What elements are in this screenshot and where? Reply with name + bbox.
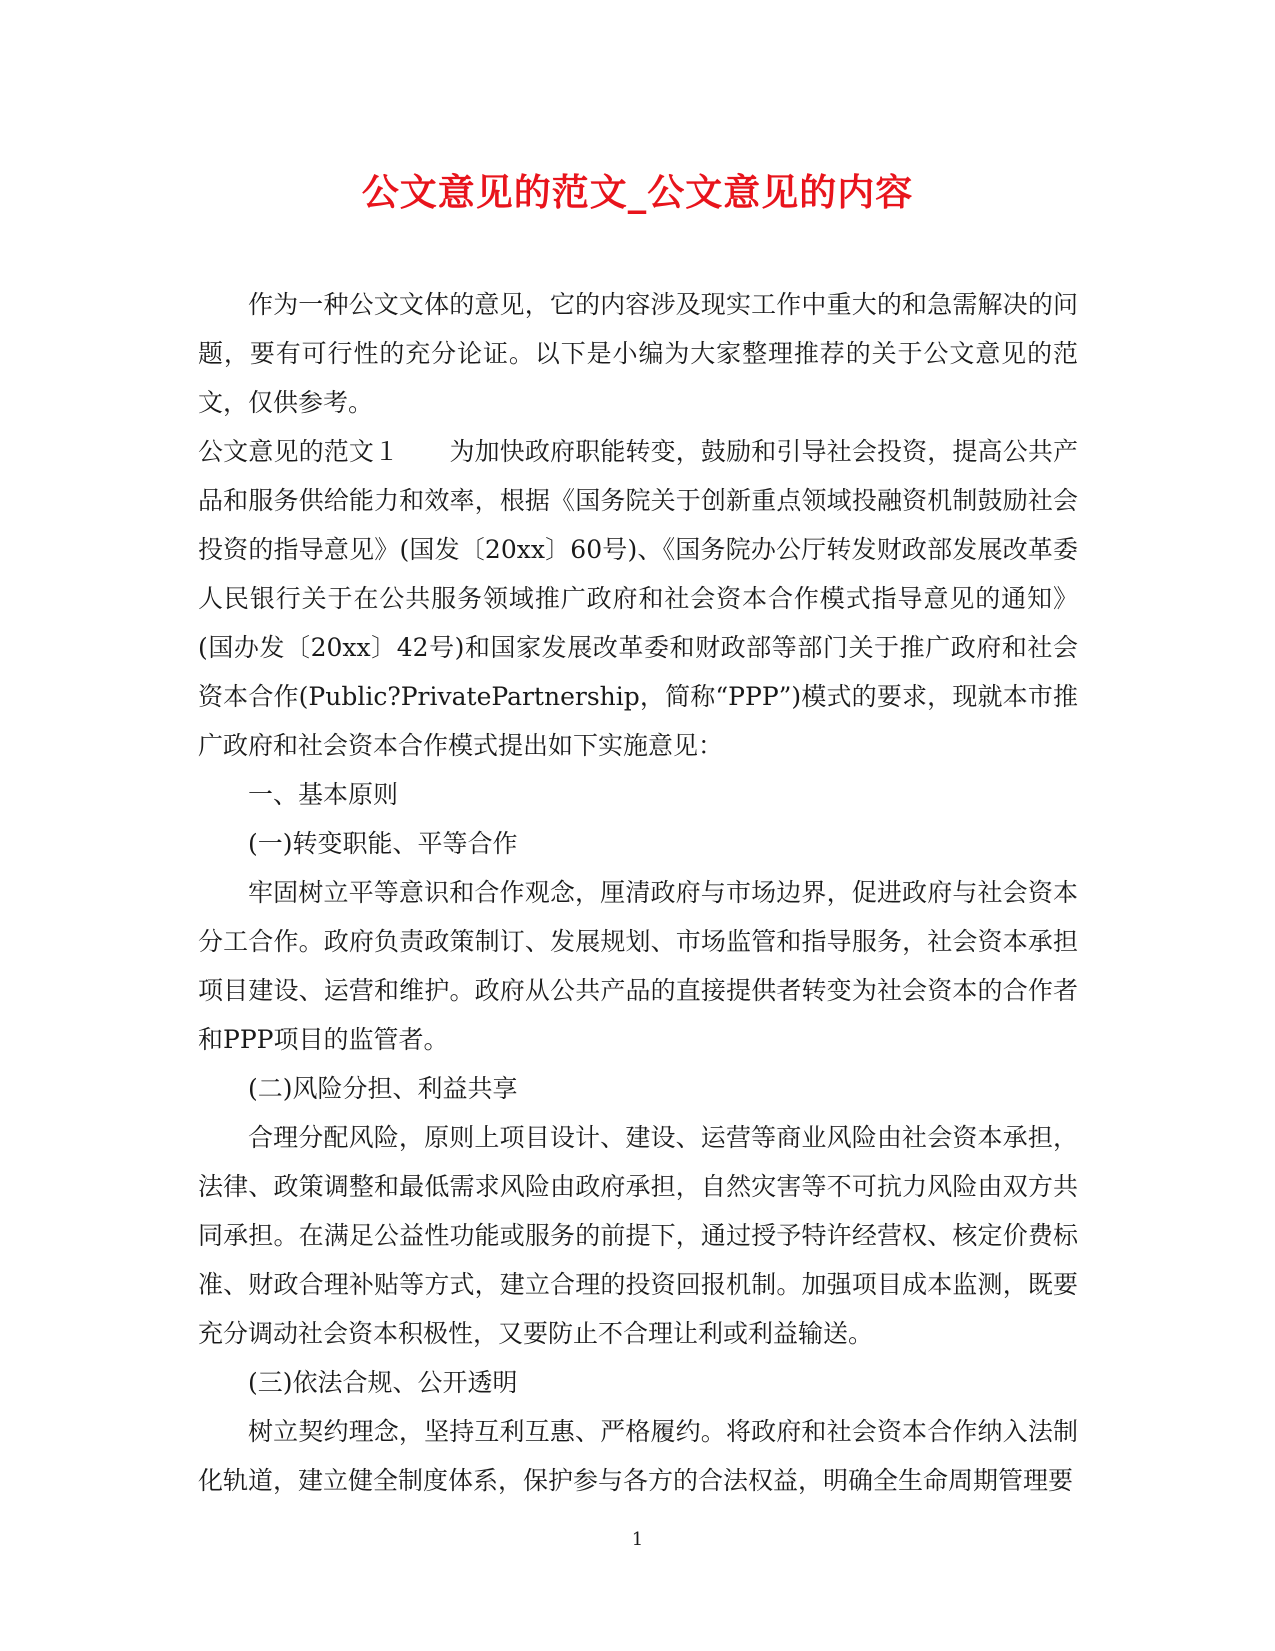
body-paragraph: 牢固树立平等意识和合作观念，厘清政府与市场边界，促进政府与社会资本分工合作。政府负责政策制订、发展规划、市场监管和指导服务，社会资本承担项目建设、运营和维护。政府从公共产品的直接提供者转变为社会资本的合作者和PPP项目的监管者。 xyxy=(198,878,1078,1054)
body-paragraph: 合理分配风险，原则上项目设计、建设、运营等商业风险由社会资本承担，法律、政策调整和最低需求风险由政府承担，自然灾害等不可抗力风险由双方共同承担。在满足公益性功能或服务的前提下，通过授予特许经营权、核定价费标准、财政合理补贴等方式，建立合理的投资回报机制。加强项目成本监测，既要充分调动社会资本积极性，又要防止不合理让利或利益输送。 xyxy=(198,1123,1078,1348)
document-body xyxy=(198,280,1078,1505)
subsection-heading: (三)依法合规、公开透明 xyxy=(248,1368,518,1397)
intro-paragraph: 作为一种公文文体的意见，它的内容涉及现实工作中重大的和急需解决的问题，要有可行性的充分论证。以下是小编为大家整理推荐的关于公文意见的范文，仅供参考。 xyxy=(198,290,1078,417)
page-number: 1 xyxy=(631,1529,644,1550)
body-paragraph: 树立契约理念，坚持互利互惠、严格履约。将政府和社会资本合作纳入法制化轨道，建立健全制度体系，保护参与各方的合法权益，明确全生命周期管理要 xyxy=(198,1417,1078,1495)
sample-paragraph: 公文意见的范文１ 为加快政府职能转变，鼓励和引导社会投资，提高公共产品和服务供给能力和效率，根据《国务院关于创新重点领域投融资机制鼓励社会投资的指导意见》(国发〔20xx〕60号)、《国务院办公厅转发财政部发展改革委人民银行关于在公共服务领域推广政府和社会资本合作模式指导意见的通知》(国办发〔20xx〕42号)和国家发展改革委和财政部等部门关于推广政府和社会资本合作(Public?PrivatePartnership，简称“PPP”)模式的要求，现就本市推广政府和社会资本合作模式提出如下实施意见： xyxy=(198,437,1078,760)
subsection-heading: (二)风险分担、利益共享 xyxy=(248,1074,518,1103)
subsection-heading: (一)转变职能、平等合作 xyxy=(248,829,518,858)
document-title: 公文意见的范文_公文意见的内容 xyxy=(361,170,914,214)
section-heading: 一、基本原则 xyxy=(248,780,399,809)
